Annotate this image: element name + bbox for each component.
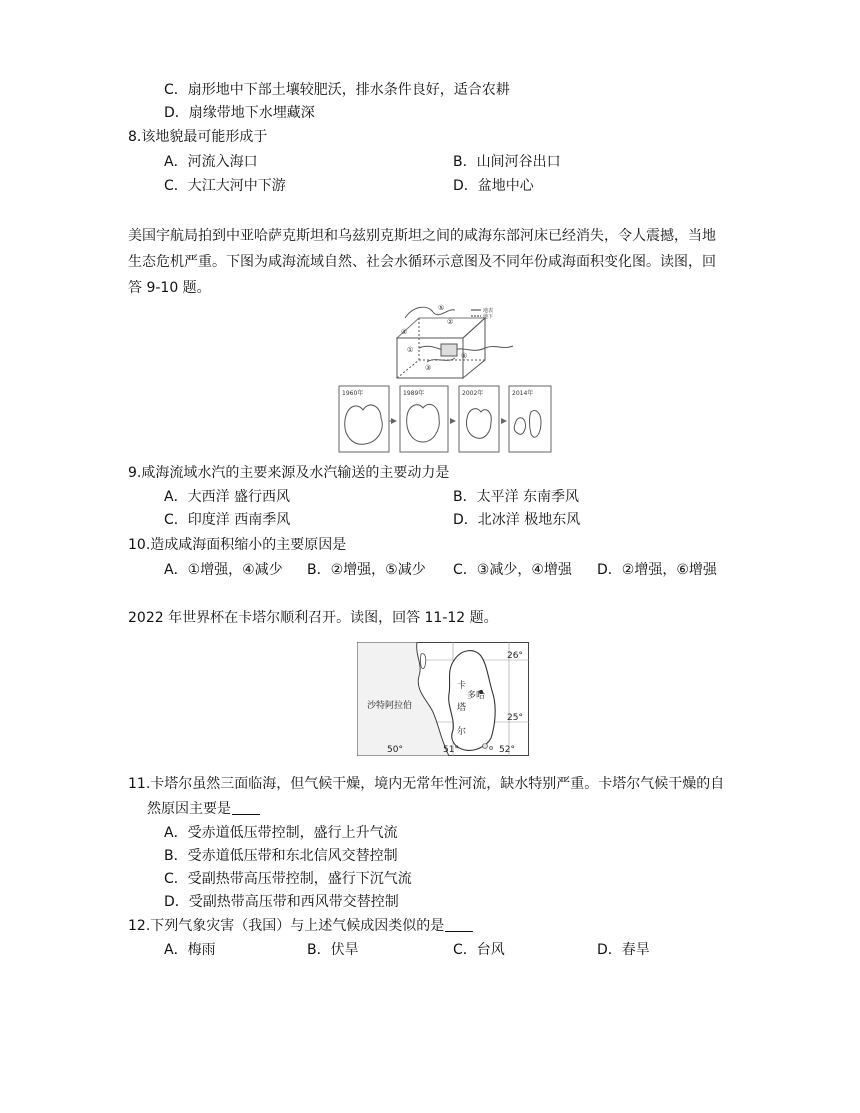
q8-option-b: B．山间河谷出口 [453, 154, 561, 170]
q8-stem: 8.该地貌最可能形成于 [128, 129, 268, 145]
q11-stem-line1: 11.卡塔尔虽然三面临海，但气候干燥，境内无常年性河流，缺水特别严重。卡塔尔气候干燥的自 [128, 776, 725, 792]
q12-option-a: A．梅雨 [164, 942, 216, 958]
qatar-map [357, 642, 529, 756]
q12-option-c: C．台风 [453, 942, 505, 958]
lat-26: 26° [507, 651, 523, 661]
lat-25: 25° [507, 713, 523, 723]
q11-option-c: C．受副热带高压带控制，盛行下沉气流 [164, 871, 412, 887]
lon-51: 51° [443, 745, 459, 755]
q9-stem: 9.咸海流域水汽的主要来源及水汽输送的主要动力是 [128, 465, 450, 481]
q9-option-c: C．印度洋 西南季风 [164, 512, 291, 528]
q11-option-b: B．受赤道低压带和东北信风交替控制 [164, 848, 398, 864]
year-2014: 2014年 [512, 390, 534, 397]
q11-stem-line2: 然原因主要是 [147, 799, 260, 819]
passage1-line2: 生态危机严重。下图为咸海流域自然、社会水循环示意图及不同年份咸海面积变化图。读图，回 [128, 254, 716, 270]
aral-sea-figure [335, 302, 555, 458]
cycle-label-1: ① [407, 346, 414, 354]
q9-option-b: B．太平洋 东南季风 [453, 489, 580, 505]
year-1960: 1960年 [342, 390, 364, 397]
label-saudi-arabia: 沙特阿拉伯 [367, 701, 413, 711]
q11-option-a: A．受赤道低压带控制，盛行上升气流 [164, 825, 398, 841]
label-doha: 多哈 [467, 691, 486, 701]
year-1989: 1989年 [403, 390, 425, 397]
q12-option-d: D．春旱 [597, 942, 650, 958]
cycle-label-4: ④ [401, 328, 408, 336]
year-2002: 2002年 [462, 390, 484, 397]
cycle-label-3: ③ [425, 364, 432, 372]
q11-option-d: D．受副热带高压带和西风带交替控制 [164, 894, 399, 910]
passage1-line3: 答 9-10 题。 [128, 280, 211, 296]
q11-answer-blank [232, 800, 260, 815]
q8-option-c: C．大江大河中下游 [164, 178, 286, 194]
q10-option-c: C．③减少，④增强 [453, 562, 572, 578]
q10-option-d: D．②增强，⑥增强 [597, 562, 717, 578]
q7-option-c: C．扇形地中下部土壤较肥沃，排水条件良好，适合农耕 [164, 82, 510, 98]
lon-50: 50° [387, 745, 403, 755]
cycle-label-6: ⑥ [461, 352, 468, 360]
q8-option-d: D．盆地中心 [453, 178, 534, 194]
q12-option-b: B．伏旱 [307, 942, 359, 958]
q7-option-d: D．扇缘带地下水埋藏深 [164, 105, 315, 121]
q9-option-d: D．北冰洋 极地东风 [453, 512, 581, 528]
passage1-line1: 美国宇航局拍到中亚哈萨克斯坦和乌兹别克斯坦之间的咸海东部河床已经消失，令人震撼，当地 [128, 228, 716, 244]
lon-52: 52° [499, 745, 515, 755]
q10-option-b: B．②增强，⑤减少 [307, 562, 426, 578]
passage2-line1: 2022 年世界杯在卡塔尔顺利召开。读图，回答 11-12 题。 [128, 610, 498, 626]
q12-stem: 12.下列气象灾害（我国）与上述气候成因类似的是 [128, 916, 473, 936]
cycle-label-5: ⑤ [438, 304, 445, 312]
cycle-label-2: ② [447, 318, 454, 326]
label-er: 尔 [457, 727, 467, 737]
label-ta: 塔 [457, 703, 467, 713]
water-cycle-diagram [397, 307, 513, 378]
label-qa: 卡 [457, 681, 467, 691]
q8-option-a: A．河流入海口 [164, 154, 258, 170]
q10-option-a: A．①增强，④减少 [164, 562, 283, 578]
q12-answer-blank [445, 917, 473, 932]
svg-text:地下: 地下 [483, 314, 494, 320]
q9-option-a: A．大西洋 盛行西风 [164, 489, 291, 505]
svg-text:地表: 地表 [483, 308, 494, 314]
q10-stem: 10.造成咸海面积缩小的主要原因是 [128, 537, 347, 553]
